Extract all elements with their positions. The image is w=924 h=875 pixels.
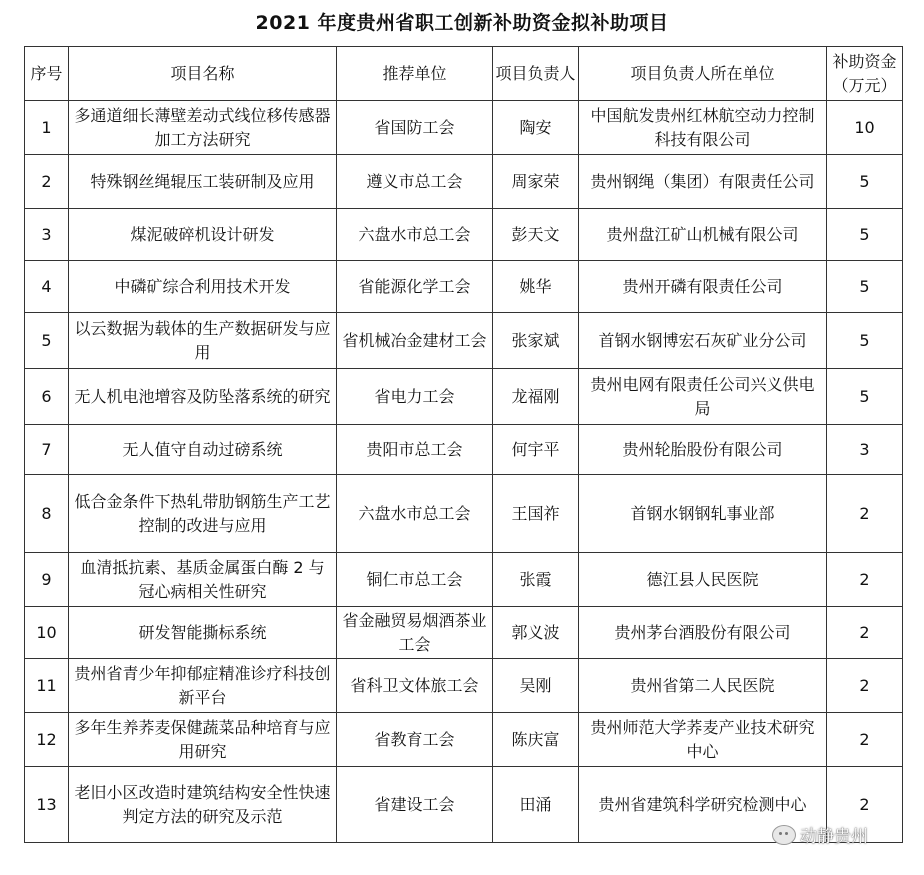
cell-name: 老旧小区改造时建筑结构安全性快速判定方法的研究及示范 <box>69 767 337 843</box>
cell-unit: 省建设工会 <box>337 767 493 843</box>
cell-lead: 龙福刚 <box>493 369 579 425</box>
cell-amount: 2 <box>827 767 903 843</box>
cell-lead: 吴刚 <box>493 659 579 713</box>
watermark-text: 动静贵州 <box>800 827 868 847</box>
cell-org: 中国航发贵州红林航空动力控制科技有限公司 <box>579 101 827 155</box>
table-row <box>25 313 903 369</box>
table-row <box>25 155 903 209</box>
cell-amount: 2 <box>827 553 903 607</box>
table-row <box>25 659 903 713</box>
cell-no: 12 <box>25 713 69 767</box>
cell-unit: 省教育工会 <box>337 713 493 767</box>
cell-no: 4 <box>25 261 69 313</box>
cell-lead: 张霞 <box>493 553 579 607</box>
header-amount: 补助资金（万元） <box>827 47 903 101</box>
cell-lead: 张家斌 <box>493 313 579 369</box>
watermark <box>772 822 868 847</box>
cell-name: 以云数据为载体的生产数据研发与应用 <box>69 313 337 369</box>
cell-no: 2 <box>25 155 69 209</box>
cell-amount: 5 <box>827 209 903 261</box>
cell-name: 中磷矿综合利用技术开发 <box>69 261 337 313</box>
cell-lead: 姚华 <box>493 261 579 313</box>
table-row <box>25 425 903 475</box>
cell-amount: 2 <box>827 659 903 713</box>
header-org: 项目负责人所在单位 <box>579 47 827 101</box>
cell-no: 7 <box>25 425 69 475</box>
header-name: 项目名称 <box>69 47 337 101</box>
cell-lead: 彭天文 <box>493 209 579 261</box>
cell-org: 贵州师范大学荞麦产业技术研究中心 <box>579 713 827 767</box>
cell-amount: 2 <box>827 607 903 659</box>
cell-amount: 5 <box>827 313 903 369</box>
page-title: 2021 年度贵州省职工创新补助资金拟补助项目 <box>255 12 669 34</box>
cell-unit: 铜仁市总工会 <box>337 553 493 607</box>
cell-org: 贵州开磷有限责任公司 <box>579 261 827 313</box>
header-lead: 项目负责人 <box>493 47 579 101</box>
table-header-row <box>25 47 903 101</box>
cell-org: 贵州轮胎股份有限公司 <box>579 425 827 475</box>
cell-org: 贵州茅台酒股份有限公司 <box>579 607 827 659</box>
table-row <box>25 553 903 607</box>
cell-no: 6 <box>25 369 69 425</box>
cell-amount: 3 <box>827 425 903 475</box>
cell-org: 贵州电网有限责任公司兴义供电局 <box>579 369 827 425</box>
cell-no: 10 <box>25 607 69 659</box>
cell-org: 德江县人民医院 <box>579 553 827 607</box>
cell-no: 5 <box>25 313 69 369</box>
cell-no: 9 <box>25 553 69 607</box>
cell-name: 多通道细长薄壁差动式线位移传感器加工方法研究 <box>69 101 337 155</box>
cell-amount: 5 <box>827 155 903 209</box>
table-row <box>25 767 903 843</box>
cell-org: 贵州盘江矿山机械有限公司 <box>579 209 827 261</box>
cell-lead: 何宇平 <box>493 425 579 475</box>
table-row <box>25 261 903 313</box>
cell-amount: 2 <box>827 475 903 553</box>
cell-lead: 周家荣 <box>493 155 579 209</box>
cell-amount: 5 <box>827 369 903 425</box>
cell-no: 11 <box>25 659 69 713</box>
cell-unit: 省电力工会 <box>337 369 493 425</box>
cell-name: 研发智能撕标系统 <box>69 607 337 659</box>
cell-org: 贵州省第二人民医院 <box>579 659 827 713</box>
cell-lead: 陈庆富 <box>493 713 579 767</box>
cell-name: 无人值守自动过磅系统 <box>69 425 337 475</box>
header-unit: 推荐单位 <box>337 47 493 101</box>
cell-lead: 王国祚 <box>493 475 579 553</box>
cell-unit: 六盘水市总工会 <box>337 475 493 553</box>
cell-unit: 省机械冶金建材工会 <box>337 313 493 369</box>
table-row <box>25 713 903 767</box>
subsidy-table <box>24 46 903 843</box>
table-row <box>25 209 903 261</box>
cell-org: 贵州省建筑科学研究检测中心 <box>579 767 827 843</box>
wechat-icon <box>772 825 796 845</box>
cell-unit: 省科卫文体旅工会 <box>337 659 493 713</box>
table-row <box>25 369 903 425</box>
cell-name: 低合金条件下热轧带肋钢筋生产工艺控制的改进与应用 <box>69 475 337 553</box>
cell-no: 8 <box>25 475 69 553</box>
cell-lead: 陶安 <box>493 101 579 155</box>
cell-org: 首钢水钢博宏石灰矿业分公司 <box>579 313 827 369</box>
cell-unit: 遵义市总工会 <box>337 155 493 209</box>
cell-unit: 省国防工会 <box>337 101 493 155</box>
cell-unit: 省金融贸易烟酒茶业工会 <box>337 607 493 659</box>
cell-name: 贵州省青少年抑郁症精准诊疗科技创新平台 <box>69 659 337 713</box>
cell-no: 13 <box>25 767 69 843</box>
cell-name: 煤泥破碎机设计研发 <box>69 209 337 261</box>
cell-name: 血清抵抗素、基质金属蛋白酶 2 与冠心病相关性研究 <box>69 553 337 607</box>
cell-no: 1 <box>25 101 69 155</box>
cell-name: 特殊钢丝绳辊压工装研制及应用 <box>69 155 337 209</box>
table-row <box>25 607 903 659</box>
header-no: 序号 <box>25 47 69 101</box>
cell-name: 多年生养荞麦保健蔬菜品种培育与应用研究 <box>69 713 337 767</box>
cell-org: 首钢水钢钢轧事业部 <box>579 475 827 553</box>
cell-unit: 省能源化学工会 <box>337 261 493 313</box>
cell-amount: 5 <box>827 261 903 313</box>
cell-unit: 贵阳市总工会 <box>337 425 493 475</box>
cell-unit: 六盘水市总工会 <box>337 209 493 261</box>
table-row <box>25 475 903 553</box>
cell-lead: 田涌 <box>493 767 579 843</box>
table-row <box>25 101 903 155</box>
cell-org: 贵州钢绳（集团）有限责任公司 <box>579 155 827 209</box>
cell-amount: 10 <box>827 101 903 155</box>
cell-name: 无人机电池增容及防坠落系统的研究 <box>69 369 337 425</box>
cell-amount: 2 <box>827 713 903 767</box>
cell-no: 3 <box>25 209 69 261</box>
cell-lead: 郭义波 <box>493 607 579 659</box>
